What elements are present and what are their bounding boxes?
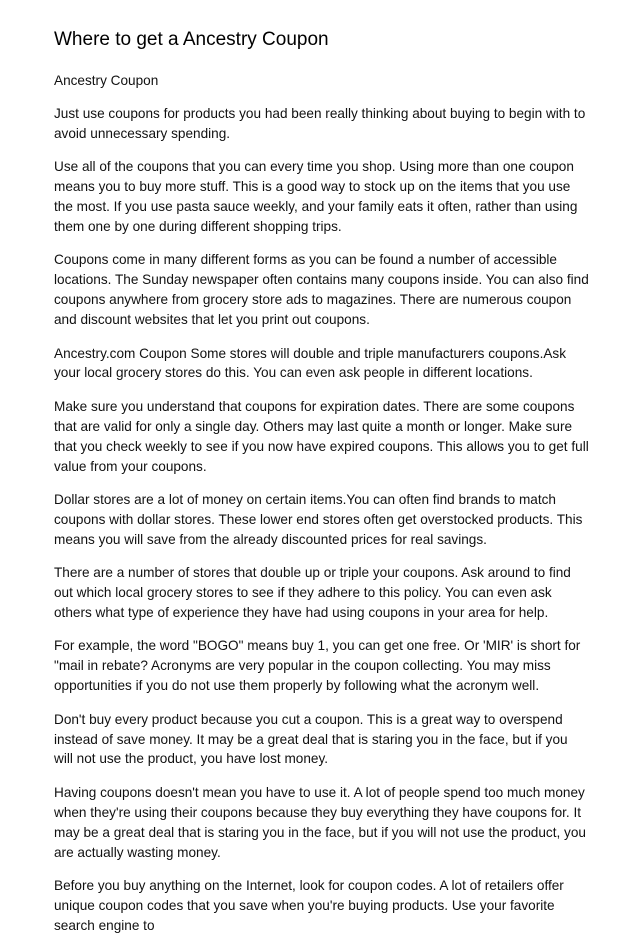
paragraph: Before you buy anything on the Internet, look for coupon codes. A lot of retailers offer unique coupon codes that you save when you're buying products. Use your favorite search engine to [54, 878, 564, 933]
document-page [54, 28, 590, 949]
paragraph: Just use coupons for products you had been really thinking about buying to begin with to avoid unnecessary spending. [54, 106, 586, 141]
paragraph: Use all of the coupons that you can every time you shop. Using more than one coupon means you to buy more stuff. This is a good way to stock up on the items that you use the most. If you use pasta sauce weekly, and your family eats it often, rather than using them one by one during different shopping trips. [54, 159, 578, 235]
paragraph: For example, the word "BOGO" means buy 1, you can get one free. Or 'MIR' is short for "mail in rebate? Acronyms are very popular in the coupon collecting. You may miss opportunities if you do not use them properly by following what the acronym well. [54, 638, 581, 694]
paragraph: Don't buy every product because you cut a coupon. This is a great way to overspend instead of save money. It may be a great deal that is staring you in the face, but if you will not use the product, you have lost money. [54, 711, 568, 767]
paragraph: Coupons come in many different forms as you can be found a number of accessible locations. The Sunday newspaper often contains many coupons inside. You can also find coupons anywhere from grocery store ads to magazines. There are numerous coupon and discount websites that let you print out coupons. [54, 252, 589, 328]
document-subtitle: Ancestry Coupon [54, 73, 159, 88]
paragraph: Having coupons doesn't mean you have to use it. A lot of people spend too much money when they're using their coupons because they buy everything they have coupons for. It may be a great deal that is staring you in the face, but if you will not use the product, you are actually wasting money. [54, 784, 586, 860]
paragraph: Dollar stores are a lot of money on certain items.You can often find brands to match coupons with dollar stores. These lower end stores often get overstocked products. This means you will save from the already discounted prices for real savings. [54, 492, 583, 547]
paragraph: Make sure you understand that coupons for expiration dates. There are some coupons that are valid for only a single day. Others may last quite a month or longer. Make sure that you check weekly to see if you now have expired coupons. This allows you to get full value from your coupons. [54, 398, 589, 474]
paragraph: Ancestry.com Coupon Some stores will double and triple manufacturers coupons.Ask your local grocery stores do this. You can even ask people in different locations. [54, 345, 567, 381]
page-title: Where to get a Ancestry Coupon [54, 29, 329, 50]
paragraph: There are a number of stores that double up or triple your coupons. Ask around to find out which local grocery stores to see if they adhere to this policy. You can even ask others what type of experience they have had using coupons in your area for help. [54, 565, 571, 621]
